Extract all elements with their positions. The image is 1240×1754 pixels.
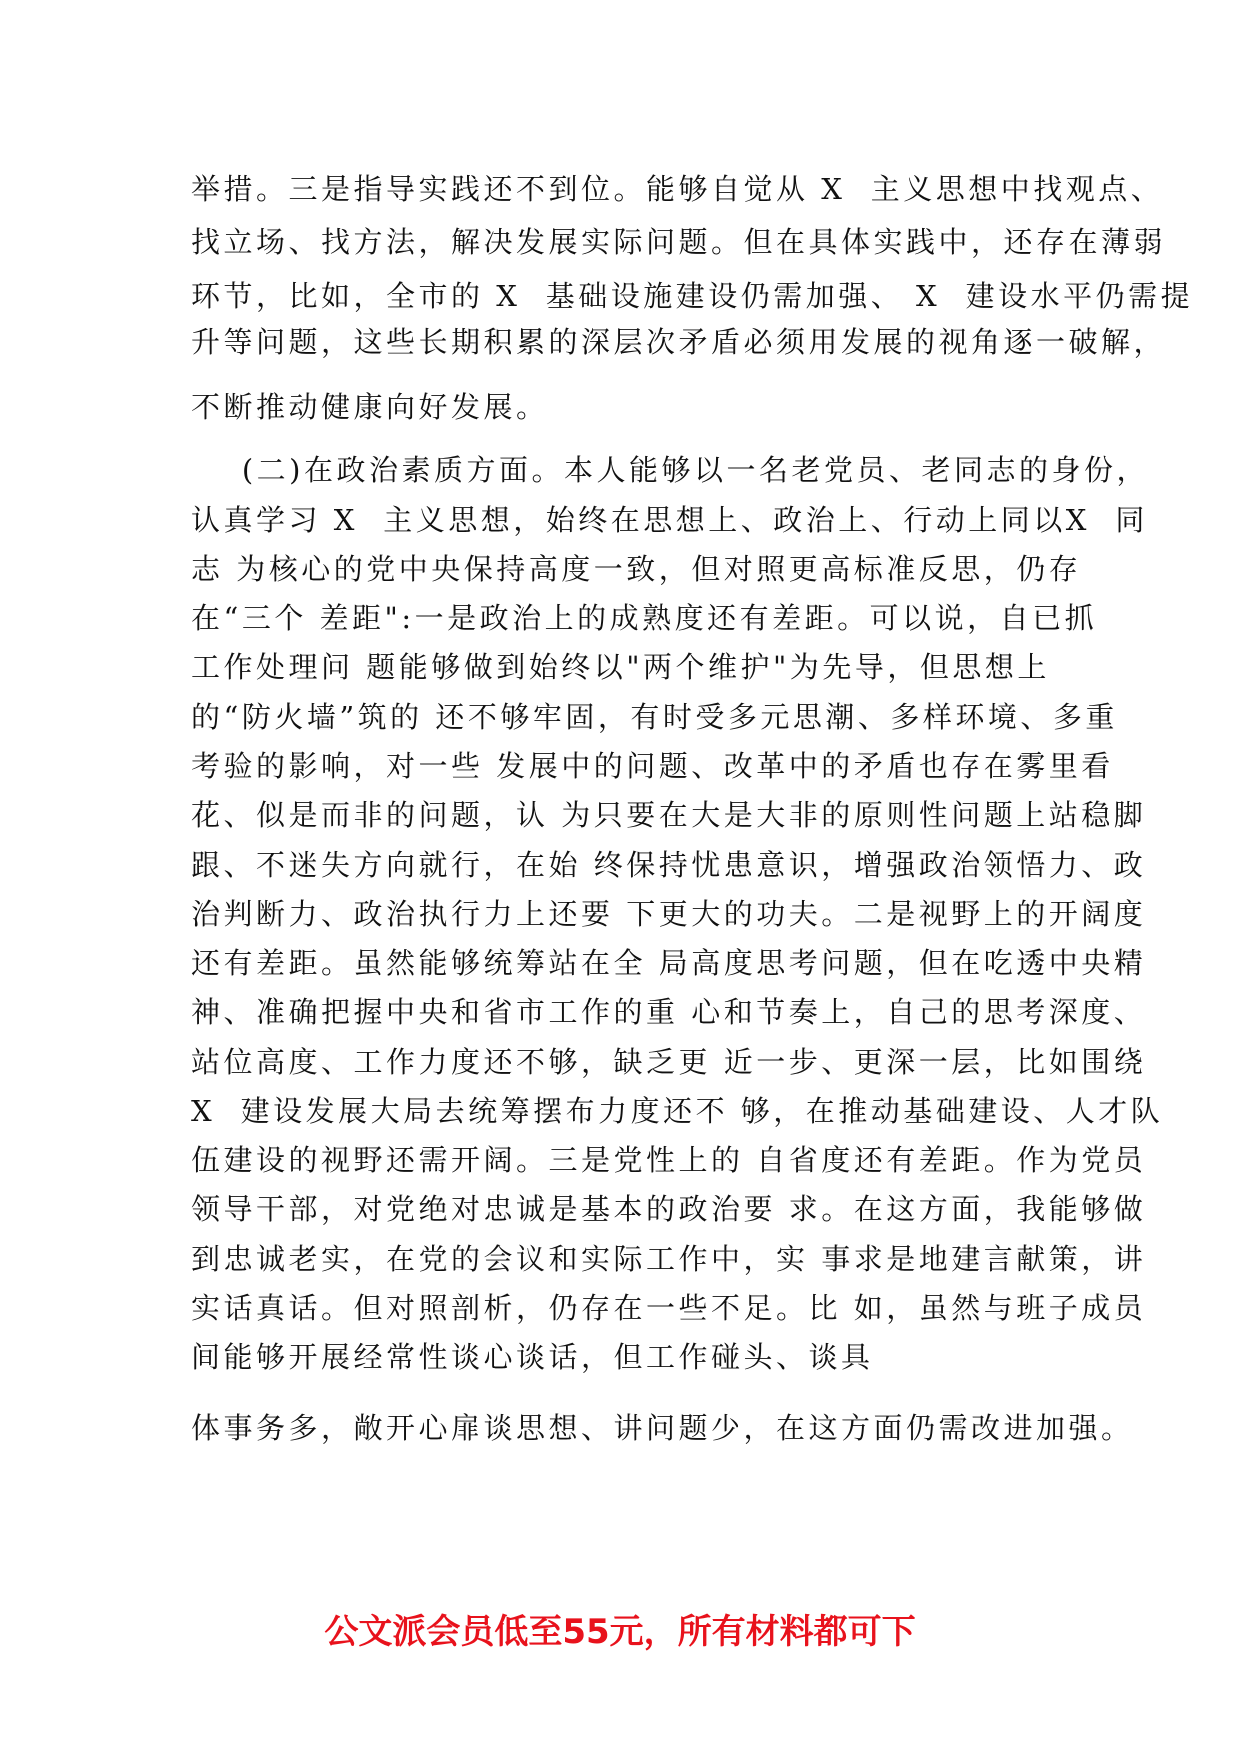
text-line: 不断推动健康向好发展。 [191,390,549,424]
text-line: 找立场、找方法，解决发展实际问题。但在具体实践中，还存在薄弱 [191,225,1167,259]
text-line: 工作处理问 题能够做到始终以"两个维护"为先导，但思想上 [191,650,1050,684]
text-line: 实话真话。但对照剖析，仍存在一些不足。比 如，虽然与班子成员 [191,1291,1147,1325]
text-line: 志 为核心的党中央保持高度一致，但对照更高标准反思，仍存 [191,552,1082,586]
text-line: 领导干部，对党绝对忠诚是基本的政治要 求。在这方面，我能够做 [191,1192,1147,1226]
text-line: X 建设发展大局去统筹摆布力度还不 够，在推动基础建设、人才队 [191,1094,1164,1128]
text-line: 考验的影响，对一些 发展中的问题、改革中的矛盾也存在雾里看 [191,749,1114,783]
text-line: 花、似是而非的问题，认 为只要在大是大非的原则性问题上站稳脚 [191,798,1147,832]
text-line: 举措。三是指导实践还不到位。能够自觉从 X 主义思想中找观点、 [191,172,1164,206]
text-line: 到忠诚老实，在党的会议和实际工作中，实 事求是地建言献策，讲 [191,1242,1147,1276]
text-line: 在“三个 差距":一是政治上的成熟度还有差距。可以说，自已抓 [191,601,1098,635]
text-line: 体事务多，敞开心扉谈思想、讲问题少，在这方面仍需改进加强。 [191,1411,1134,1445]
text-line: 跟、不迷失方向就行，在始 终保持忧患意识，增强政治领悟力、政 [191,848,1147,882]
text-line: 伍建设的视野还需开阔。三是党性上的 自省度还有差距。作为党员 [191,1143,1147,1177]
text-line: 升等问题，这些长期积累的深层次矛盾必须用发展的视角逐一破解， [191,325,1167,359]
text-line: 环节，比如，全市的 X 基础设施建设仍需加强、 X 建设水平仍需提 [191,279,1194,313]
paragraph-heading-line: (二)在政治素质方面。本人能够以一名老党员、老同志的身份， [191,453,1150,487]
text-line: 间能够开展经常性谈心谈话，但工作碰头、谈具 [191,1340,874,1374]
text-line: 认真学习 X 主义思想，始终在思想上、政治上、行动上同以X 同 [191,503,1148,537]
text-line: 治判断力、政治执行力上还要 下更大的功夫。二是视野上的开阔度 [191,897,1147,931]
text-line: 神、准确把握中央和省市工作的重 心和节奏上，自己的思考深度、 [191,995,1147,1029]
text-line: 的“防火墙”筑的 还不够牢固，有时受多元思潮、多样环境、多重 [191,700,1118,734]
text-line: 站位高度、工作力度还不够，缺乏更 近一步、更深一层，比如围绕 [191,1045,1147,1079]
promo-banner[interactable]: 公文派会员低至55元，所有材料都可下 [324,1612,916,1652]
text-line: 还有差距。虽然能够统筹站在全 局高度思考问题，但在吃透中央精 [191,946,1147,980]
